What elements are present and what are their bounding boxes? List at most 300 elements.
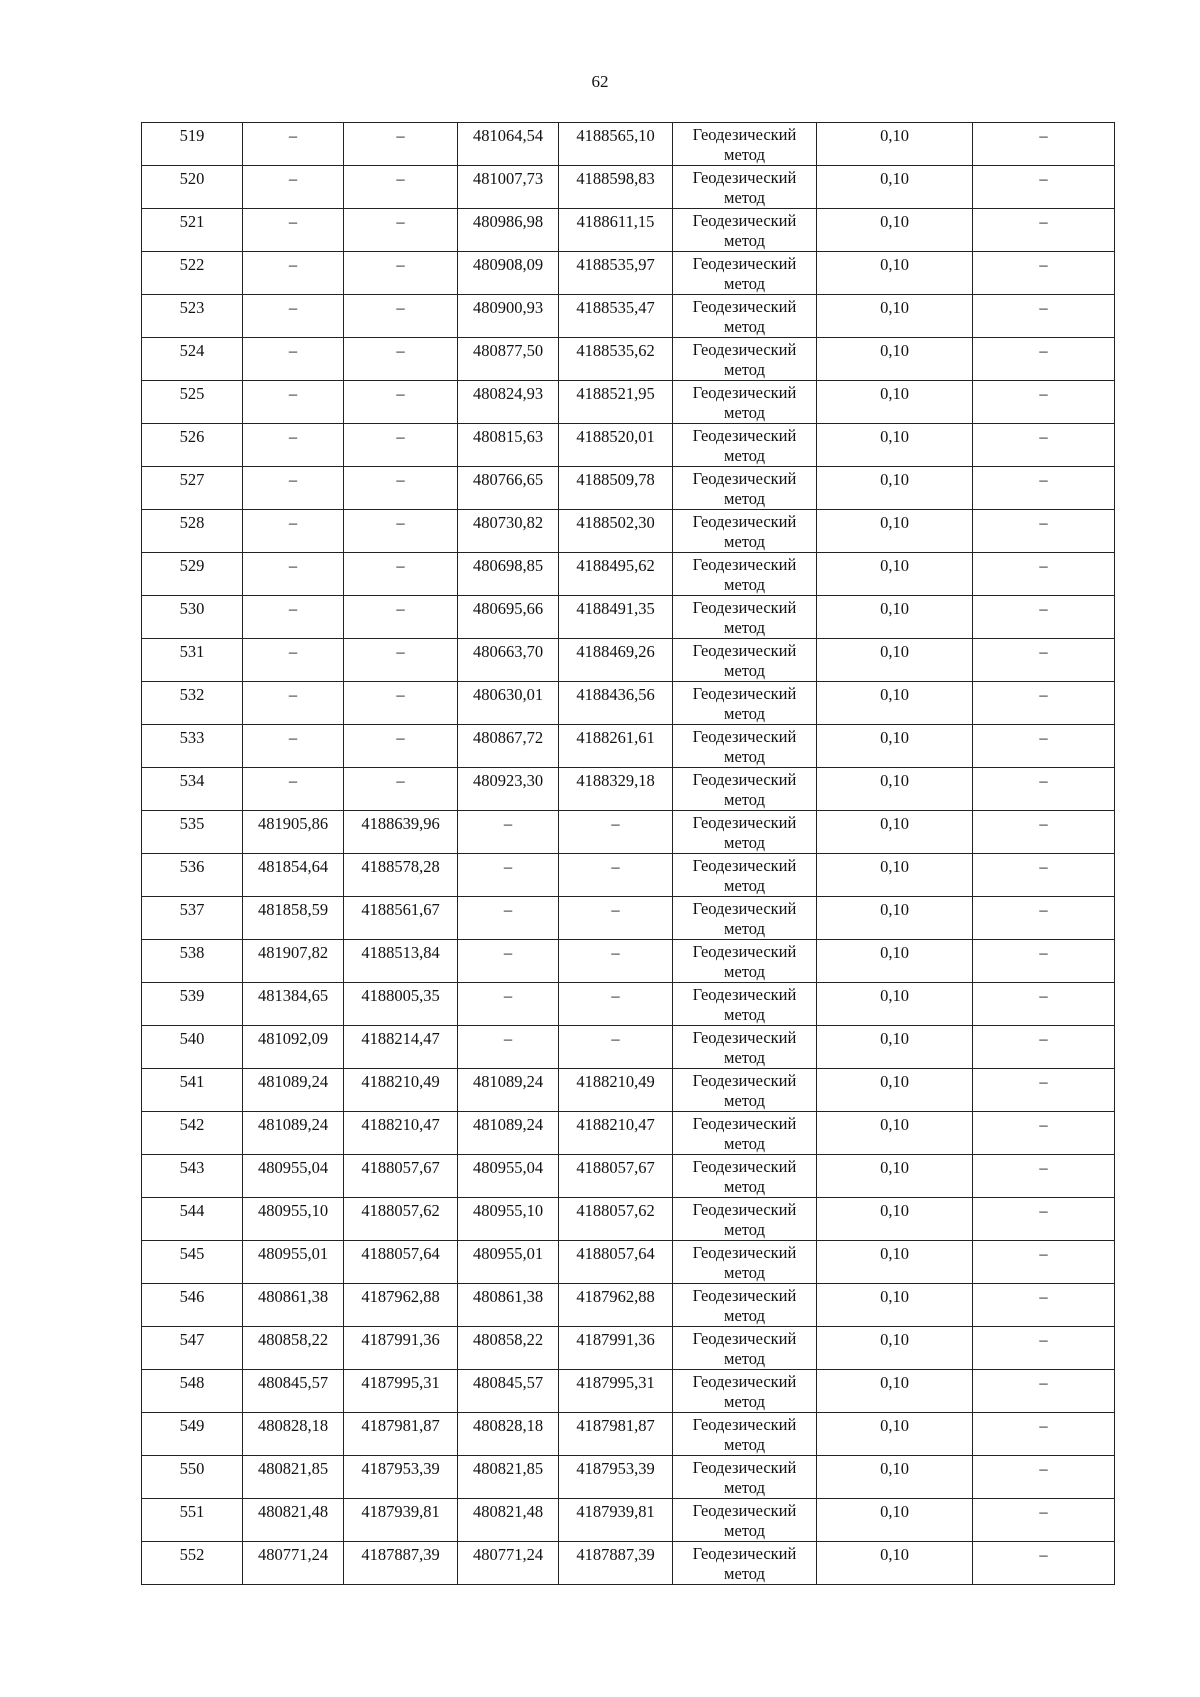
- method-text: Геодезический метод: [692, 942, 797, 981]
- accuracy-cell: [817, 725, 973, 768]
- x-old-text: –: [288, 212, 298, 231]
- accuracy-cell: [817, 338, 973, 381]
- extra-text: –: [1039, 298, 1048, 317]
- method-cell: [673, 553, 817, 596]
- method-cell: [673, 424, 817, 467]
- x-new-cell: [458, 1241, 559, 1284]
- y-new-text: 4188611,15: [576, 212, 655, 231]
- point-number-cell: [142, 725, 243, 768]
- x-old-cell: [243, 940, 344, 983]
- y-new-text: 4187953,39: [576, 1459, 655, 1478]
- extra-cell: [973, 166, 1115, 209]
- y-new-text: 4188565,10: [576, 126, 655, 145]
- y-old-cell: [344, 1241, 458, 1284]
- y-old-text: 4188057,64: [361, 1244, 440, 1263]
- extra-text: –: [1039, 1244, 1048, 1263]
- table-row: [142, 1542, 1115, 1585]
- method-text: Геодезический метод: [692, 856, 797, 895]
- method-text: Геодезический метод: [692, 469, 797, 508]
- x-old-text: 481858,59: [257, 900, 329, 919]
- x-old-text: –: [288, 556, 298, 575]
- x-old-text: 480821,85: [257, 1459, 329, 1478]
- accuracy-cell: [817, 897, 973, 940]
- point-number-text: 542: [179, 1115, 205, 1134]
- accuracy-text: 0,10: [880, 1072, 909, 1091]
- table-row: [142, 209, 1115, 252]
- y-old-cell: [344, 1155, 458, 1198]
- y-old-cell: [344, 295, 458, 338]
- accuracy-text: 0,10: [880, 1502, 909, 1521]
- method-cell: [673, 166, 817, 209]
- x-old-text: –: [288, 255, 298, 274]
- x-old-text: 481092,09: [257, 1029, 329, 1048]
- accuracy-text: 0,10: [880, 169, 909, 188]
- point-number-cell: [142, 295, 243, 338]
- x-new-text: 480858,22: [472, 1330, 544, 1349]
- point-number-text: 549: [179, 1416, 205, 1435]
- x-new-text: –: [503, 986, 513, 1005]
- y-old-text: 4187953,39: [361, 1459, 440, 1478]
- method-text: Геодезический метод: [692, 813, 797, 852]
- table-row: [142, 295, 1115, 338]
- method-cell: [673, 940, 817, 983]
- table-row: [142, 1327, 1115, 1370]
- method-cell: [673, 1026, 817, 1069]
- y-new-text: 4188469,26: [576, 642, 655, 661]
- x-old-text: –: [288, 685, 298, 704]
- point-number-text: 532: [179, 685, 205, 704]
- y-new-cell: [559, 983, 673, 1026]
- extra-text: –: [1039, 1373, 1048, 1392]
- y-old-text: –: [396, 513, 405, 532]
- x-new-text: 481007,73: [472, 169, 544, 188]
- y-new-text: 4188210,47: [576, 1115, 655, 1134]
- x-new-text: –: [503, 900, 513, 919]
- extra-cell: [973, 338, 1115, 381]
- y-new-text: 4188261,61: [576, 728, 655, 747]
- y-old-cell: [344, 1370, 458, 1413]
- x-new-cell: [458, 1155, 559, 1198]
- accuracy-text: 0,10: [880, 341, 909, 360]
- extra-text: –: [1039, 814, 1048, 833]
- y-new-cell: [559, 424, 673, 467]
- y-new-text: –: [611, 943, 620, 962]
- y-old-cell: [344, 897, 458, 940]
- x-new-text: 480821,48: [472, 1502, 544, 1521]
- x-old-text: 481854,64: [257, 857, 329, 876]
- x-new-text: 480630,01: [472, 685, 544, 704]
- coordinates-table: [141, 122, 1115, 1585]
- method-text: Геодезический метод: [692, 1071, 797, 1110]
- extra-cell: [973, 1499, 1115, 1542]
- y-old-text: 4187995,31: [361, 1373, 440, 1392]
- table-row: [142, 596, 1115, 639]
- y-old-cell: [344, 854, 458, 897]
- x-old-text: –: [288, 341, 298, 360]
- accuracy-cell: [817, 811, 973, 854]
- extra-text: –: [1039, 384, 1048, 403]
- point-number-cell: [142, 639, 243, 682]
- extra-cell: [973, 1284, 1115, 1327]
- accuracy-text: 0,10: [880, 771, 909, 790]
- method-cell: [673, 1542, 817, 1585]
- x-new-cell: [458, 510, 559, 553]
- accuracy-text: 0,10: [880, 728, 909, 747]
- y-old-text: 4187991,36: [361, 1330, 440, 1349]
- x-old-cell: [243, 123, 344, 166]
- x-new-text: 481089,24: [472, 1115, 544, 1134]
- x-old-cell: [243, 1499, 344, 1542]
- y-old-cell: [344, 725, 458, 768]
- x-new-text: 480877,50: [472, 341, 544, 360]
- y-old-text: –: [396, 169, 405, 188]
- y-old-text: 4188210,49: [361, 1072, 440, 1091]
- x-old-cell: [243, 1026, 344, 1069]
- extra-cell: [973, 1026, 1115, 1069]
- table-row: [142, 1112, 1115, 1155]
- point-number-cell: [142, 424, 243, 467]
- method-text: Геодезический метод: [692, 125, 797, 164]
- x-new-text: 480766,65: [472, 470, 544, 489]
- accuracy-text: 0,10: [880, 1545, 909, 1564]
- accuracy-cell: [817, 467, 973, 510]
- y-new-text: 4187887,39: [576, 1545, 655, 1564]
- table-row: [142, 768, 1115, 811]
- method-cell: [673, 811, 817, 854]
- x-old-cell: [243, 682, 344, 725]
- method-text: Геодезический метод: [692, 1458, 797, 1497]
- y-new-text: –: [611, 900, 620, 919]
- point-number-text: 529: [179, 556, 205, 575]
- point-number-cell: [142, 553, 243, 596]
- x-old-cell: [243, 252, 344, 295]
- x-new-cell: [458, 166, 559, 209]
- table-row: [142, 1241, 1115, 1284]
- x-old-cell: [243, 596, 344, 639]
- y-old-text: –: [396, 126, 405, 145]
- x-new-text: 481064,54: [472, 126, 544, 145]
- y-new-cell: [559, 1026, 673, 1069]
- method-text: Геодезический метод: [692, 727, 797, 766]
- x-new-cell: [458, 1542, 559, 1585]
- method-text: Геодезический метод: [692, 1286, 797, 1325]
- extra-cell: [973, 467, 1115, 510]
- y-old-cell: [344, 1499, 458, 1542]
- y-old-cell: [344, 166, 458, 209]
- method-text: Геодезический метод: [692, 1243, 797, 1282]
- extra-cell: [973, 1413, 1115, 1456]
- x-old-cell: [243, 553, 344, 596]
- extra-cell: [973, 1327, 1115, 1370]
- y-old-text: –: [396, 470, 405, 489]
- y-new-cell: [559, 940, 673, 983]
- point-number-text: 541: [179, 1072, 205, 1091]
- point-number-cell: [142, 381, 243, 424]
- y-new-cell: [559, 467, 673, 510]
- y-old-cell: [344, 338, 458, 381]
- method-text: Геодезический метод: [692, 641, 797, 680]
- method-cell: [673, 897, 817, 940]
- point-number-text: 522: [179, 255, 205, 274]
- point-number-cell: [142, 940, 243, 983]
- extra-text: –: [1039, 212, 1048, 231]
- accuracy-cell: [817, 1542, 973, 1585]
- x-old-text: 480845,57: [257, 1373, 329, 1392]
- y-new-text: 4187939,81: [576, 1502, 655, 1521]
- y-old-text: –: [396, 255, 405, 274]
- x-new-text: 480986,98: [472, 212, 544, 231]
- point-number-text: 524: [179, 341, 205, 360]
- x-new-cell: [458, 252, 559, 295]
- x-new-cell: [458, 725, 559, 768]
- accuracy-text: 0,10: [880, 1244, 909, 1263]
- y-new-text: 4187981,87: [576, 1416, 655, 1435]
- point-number-text: 520: [179, 169, 205, 188]
- y-new-text: 4188495,62: [576, 556, 655, 575]
- x-new-text: 480867,72: [472, 728, 544, 747]
- point-number-cell: [142, 209, 243, 252]
- extra-text: –: [1039, 900, 1048, 919]
- y-old-cell: [344, 1327, 458, 1370]
- accuracy-cell: [817, 295, 973, 338]
- point-number-cell: [142, 1155, 243, 1198]
- accuracy-text: 0,10: [880, 1330, 909, 1349]
- accuracy-cell: [817, 983, 973, 1026]
- x-new-cell: [458, 682, 559, 725]
- y-old-text: –: [396, 298, 405, 317]
- point-number-cell: [142, 768, 243, 811]
- y-old-text: –: [396, 384, 405, 403]
- y-old-cell: [344, 596, 458, 639]
- accuracy-text: 0,10: [880, 1201, 909, 1220]
- method-text: Геодезический метод: [692, 211, 797, 250]
- extra-text: –: [1039, 857, 1048, 876]
- x-new-cell: [458, 768, 559, 811]
- y-old-cell: [344, 381, 458, 424]
- extra-text: –: [1039, 513, 1048, 532]
- x-new-cell: [458, 854, 559, 897]
- accuracy-text: 0,10: [880, 427, 909, 446]
- table-row: [142, 1026, 1115, 1069]
- y-old-cell: [344, 510, 458, 553]
- accuracy-text: 0,10: [880, 642, 909, 661]
- y-new-cell: [559, 682, 673, 725]
- x-new-text: –: [503, 943, 513, 962]
- method-cell: [673, 1155, 817, 1198]
- extra-cell: [973, 1155, 1115, 1198]
- y-old-cell: [344, 1413, 458, 1456]
- extra-cell: [973, 510, 1115, 553]
- accuracy-cell: [817, 1456, 973, 1499]
- x-new-cell: [458, 1284, 559, 1327]
- method-text: Геодезический метод: [692, 684, 797, 723]
- accuracy-cell: [817, 682, 973, 725]
- point-number-text: 531: [179, 642, 205, 661]
- y-old-cell: [344, 983, 458, 1026]
- x-new-cell: [458, 424, 559, 467]
- point-number-cell: [142, 1284, 243, 1327]
- method-cell: [673, 252, 817, 295]
- x-old-text: –: [288, 169, 298, 188]
- y-new-cell: [559, 854, 673, 897]
- table-row: [142, 639, 1115, 682]
- x-new-cell: [458, 596, 559, 639]
- method-cell: [673, 1370, 817, 1413]
- method-cell: [673, 295, 817, 338]
- x-old-text: –: [288, 771, 298, 790]
- extra-text: –: [1039, 1115, 1048, 1134]
- extra-cell: [973, 854, 1115, 897]
- y-old-text: –: [396, 771, 405, 790]
- method-text: Геодезический метод: [692, 512, 797, 551]
- extra-text: –: [1039, 1072, 1048, 1091]
- extra-cell: [973, 596, 1115, 639]
- method-text: Геодезический метод: [692, 297, 797, 336]
- y-old-text: 4187939,81: [361, 1502, 440, 1521]
- x-new-text: 480955,04: [472, 1158, 544, 1177]
- accuracy-cell: [817, 1069, 973, 1112]
- point-number-cell: [142, 1327, 243, 1370]
- y-old-text: 4188214,47: [361, 1029, 440, 1048]
- x-old-text: 481089,24: [257, 1072, 329, 1091]
- accuracy-cell: [817, 510, 973, 553]
- y-new-text: 4188598,83: [576, 169, 655, 188]
- accuracy-cell: [817, 166, 973, 209]
- accuracy-cell: [817, 1241, 973, 1284]
- point-number-cell: [142, 596, 243, 639]
- x-old-text: –: [288, 728, 298, 747]
- extra-cell: [973, 725, 1115, 768]
- table-row: [142, 467, 1115, 510]
- x-new-text: 480695,66: [472, 599, 544, 618]
- point-number-text: 521: [179, 212, 205, 231]
- x-new-text: –: [503, 857, 513, 876]
- y-old-text: –: [396, 341, 405, 360]
- x-old-text: 481905,86: [257, 814, 329, 833]
- table-row: [142, 811, 1115, 854]
- extra-cell: [973, 123, 1115, 166]
- point-number-text: 527: [179, 470, 205, 489]
- point-number-cell: [142, 338, 243, 381]
- x-new-text: 480955,01: [472, 1244, 544, 1263]
- point-number-text: 551: [179, 1502, 205, 1521]
- extra-text: –: [1039, 1502, 1048, 1521]
- extra-cell: [973, 897, 1115, 940]
- x-new-cell: [458, 639, 559, 682]
- point-number-cell: [142, 1069, 243, 1112]
- point-number-text: 533: [179, 728, 205, 747]
- x-old-cell: [243, 1241, 344, 1284]
- y-new-text: 4187991,36: [576, 1330, 655, 1349]
- y-new-cell: [559, 1112, 673, 1155]
- y-old-text: –: [396, 427, 405, 446]
- method-text: Геодезический метод: [692, 770, 797, 809]
- accuracy-cell: [817, 1198, 973, 1241]
- y-new-text: –: [611, 857, 620, 876]
- y-new-cell: [559, 381, 673, 424]
- x-old-cell: [243, 381, 344, 424]
- extra-cell: [973, 1241, 1115, 1284]
- x-old-text: –: [288, 642, 298, 661]
- extra-text: –: [1039, 771, 1048, 790]
- x-old-cell: [243, 467, 344, 510]
- method-cell: [673, 768, 817, 811]
- accuracy-cell: [817, 209, 973, 252]
- accuracy-cell: [817, 1370, 973, 1413]
- x-old-cell: [243, 983, 344, 1026]
- method-cell: [673, 1112, 817, 1155]
- method-cell: [673, 381, 817, 424]
- y-new-cell: [559, 811, 673, 854]
- method-cell: [673, 1456, 817, 1499]
- point-number-text: 550: [179, 1459, 205, 1478]
- accuracy-text: 0,10: [880, 1115, 909, 1134]
- method-text: Геодезический метод: [692, 426, 797, 465]
- point-number-cell: [142, 1499, 243, 1542]
- x-new-cell: [458, 1112, 559, 1155]
- y-old-cell: [344, 123, 458, 166]
- table-row: [142, 1069, 1115, 1112]
- x-old-cell: [243, 1413, 344, 1456]
- point-number-cell: [142, 166, 243, 209]
- y-old-text: –: [396, 212, 405, 231]
- coordinates-table-body: [142, 123, 1115, 1585]
- point-number-cell: [142, 510, 243, 553]
- table-row: [142, 424, 1115, 467]
- y-new-cell: [559, 1542, 673, 1585]
- extra-text: –: [1039, 255, 1048, 274]
- accuracy-cell: [817, 1155, 973, 1198]
- x-old-cell: [243, 1456, 344, 1499]
- y-old-cell: [344, 639, 458, 682]
- extra-text: –: [1039, 986, 1048, 1005]
- point-number-text: 519: [179, 126, 205, 145]
- x-old-text: –: [288, 126, 298, 145]
- accuracy-cell: [817, 1499, 973, 1542]
- y-old-cell: [344, 1198, 458, 1241]
- extra-text: –: [1039, 1416, 1048, 1435]
- y-new-text: 4188535,97: [576, 255, 655, 274]
- point-number-text: 526: [179, 427, 205, 446]
- accuracy-text: 0,10: [880, 126, 909, 145]
- x-old-cell: [243, 338, 344, 381]
- y-new-text: 4188535,47: [576, 298, 655, 317]
- extra-text: –: [1039, 1201, 1048, 1220]
- x-new-text: 480923,30: [472, 771, 544, 790]
- accuracy-cell: [817, 252, 973, 295]
- y-old-cell: [344, 811, 458, 854]
- table-row: [142, 854, 1115, 897]
- x-old-cell: [243, 510, 344, 553]
- accuracy-cell: [817, 381, 973, 424]
- accuracy-text: 0,10: [880, 1459, 909, 1478]
- x-old-text: 480955,10: [257, 1201, 329, 1220]
- y-new-text: 4188057,62: [576, 1201, 655, 1220]
- point-number-text: 534: [179, 771, 205, 790]
- extra-cell: [973, 252, 1115, 295]
- point-number-text: 552: [179, 1545, 205, 1564]
- y-old-cell: [344, 1284, 458, 1327]
- y-old-text: 4188578,28: [361, 857, 440, 876]
- table-row: [142, 166, 1115, 209]
- method-text: Геодезический метод: [692, 1200, 797, 1239]
- y-new-text: 4188210,49: [576, 1072, 655, 1091]
- x-old-text: –: [288, 513, 298, 532]
- accuracy-cell: [817, 1284, 973, 1327]
- accuracy-cell: [817, 1327, 973, 1370]
- extra-text: –: [1039, 943, 1048, 962]
- point-number-text: 548: [179, 1373, 205, 1392]
